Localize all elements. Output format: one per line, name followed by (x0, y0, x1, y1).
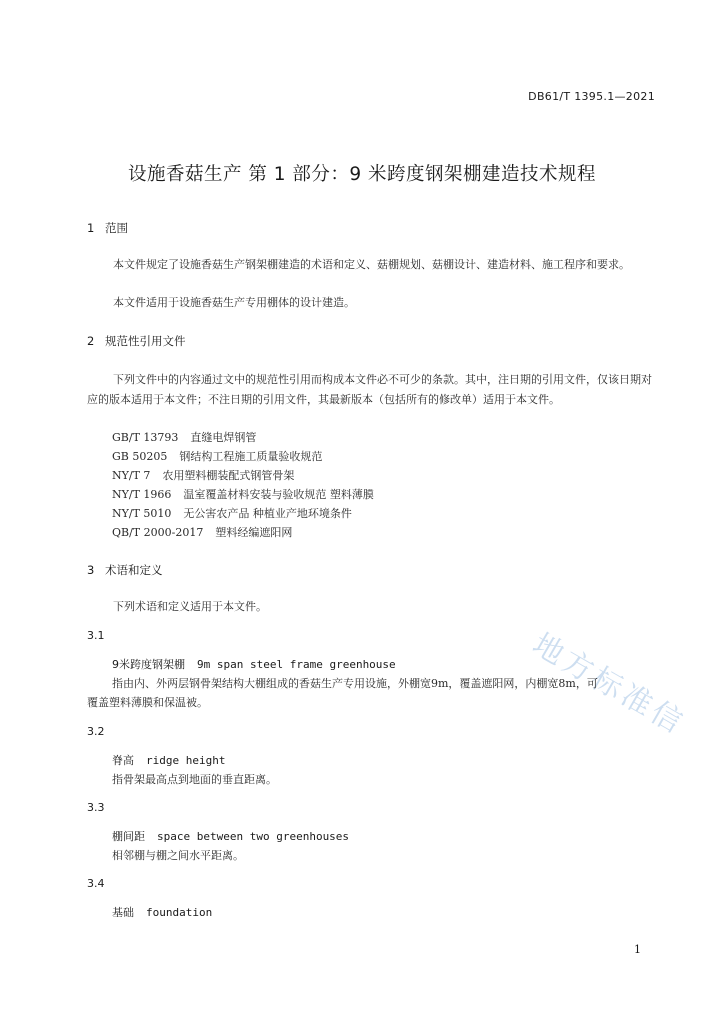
page-number: 1 (634, 943, 641, 956)
reference-item (112, 448, 322, 464)
reference-code: GB 50205 (112, 450, 168, 463)
term-english: 9m span steel frame greenhouse (197, 658, 396, 671)
term-heading (112, 904, 212, 920)
term-heading (112, 752, 225, 768)
section-2-paragraph-1: 下列文件中的内容通过文中的规范性引用而构成本文件必不可少的条款。其中，注日期的引用文件，仅该日期对应的版本适用于本文件；不注日期的引用文件，其最新版本（包括所有的修改单）适用于本文件。 (87, 373, 652, 406)
term-number: 3.2 (87, 725, 105, 738)
section-number: 3 (87, 563, 95, 577)
section-3-paragraph-1: 下列术语和定义适用于本文件。 (113, 600, 267, 613)
reference-name: 无公害农产品 种植业产地环境条件 (183, 507, 352, 520)
document-title: 设施香菇生产 第 1 部分：9 米跨度钢架棚建造技术规程 (127, 164, 597, 185)
section-1-paragraph-2: 本文件适用于设施香菇生产专用棚体的设计建造。 (113, 296, 355, 309)
term-chinese: 棚间距 (112, 830, 145, 843)
term-definition-continued: 覆盖塑料薄膜和保温被。 (87, 696, 208, 709)
section-1-paragraph-1: 本文件规定了设施香菇生产钢架棚建造的术语和定义、菇棚规划、菇棚设计、建造材料、施工程序和要求。 (113, 258, 630, 271)
term-definition: 指骨架最高点到地面的垂直距离。 (112, 773, 277, 786)
reference-code: NY/T 1966 (112, 488, 172, 501)
term-english: ridge height (146, 754, 226, 767)
term-heading (112, 656, 396, 672)
term-number: 3.3 (87, 801, 105, 814)
section-1-heading (87, 220, 128, 236)
section-3-heading (87, 562, 163, 578)
section-title: 规范性引用文件 (105, 334, 186, 348)
watermark: 地方标准信 (526, 626, 692, 743)
term-definition: 相邻棚与棚之间水平距离。 (112, 849, 244, 862)
standard-number: DB61/T 1395.1—2021 (528, 90, 655, 103)
reference-name: 塑料经编遮阳网 (215, 526, 293, 539)
term-english: space between two greenhouses (157, 830, 350, 843)
reference-item (112, 486, 374, 502)
term-heading (112, 828, 349, 844)
term-english: foundation (146, 906, 213, 919)
reference-item (112, 524, 292, 540)
reference-name: 温室覆盖材料安装与验收规范 塑料薄膜 (183, 488, 374, 501)
section-title: 范围 (105, 221, 128, 235)
reference-code: QB/T 2000-2017 (112, 526, 204, 539)
section-number: 2 (87, 334, 95, 348)
reference-code: NY/T 7 (112, 469, 151, 482)
reference-name: 农用塑料棚装配式钢管骨架 (162, 469, 295, 482)
term-chinese: 9米跨度钢架棚 (112, 658, 185, 671)
reference-name: 直缝电焊钢管 (190, 431, 257, 444)
term-number: 3.4 (87, 877, 105, 890)
reference-item (112, 429, 256, 445)
reference-name: 钢结构工程施工质量验收规范 (179, 450, 323, 463)
reference-item (112, 467, 294, 483)
section-2-heading (87, 333, 186, 349)
term-number: 3.1 (87, 629, 105, 642)
section-title: 术语和定义 (105, 563, 163, 577)
reference-code: NY/T 5010 (112, 507, 172, 520)
reference-item (112, 505, 352, 521)
reference-code: GB/T 13793 (112, 431, 179, 444)
term-chinese: 脊高 (112, 754, 134, 767)
term-definition: 指由内、外两层钢骨架结构大棚组成的香菇生产专用设施，外棚宽9m，覆盖遮阳网，内棚宽8m，可 (112, 677, 598, 690)
section-number: 1 (87, 221, 95, 235)
term-chinese: 基础 (112, 906, 134, 919)
